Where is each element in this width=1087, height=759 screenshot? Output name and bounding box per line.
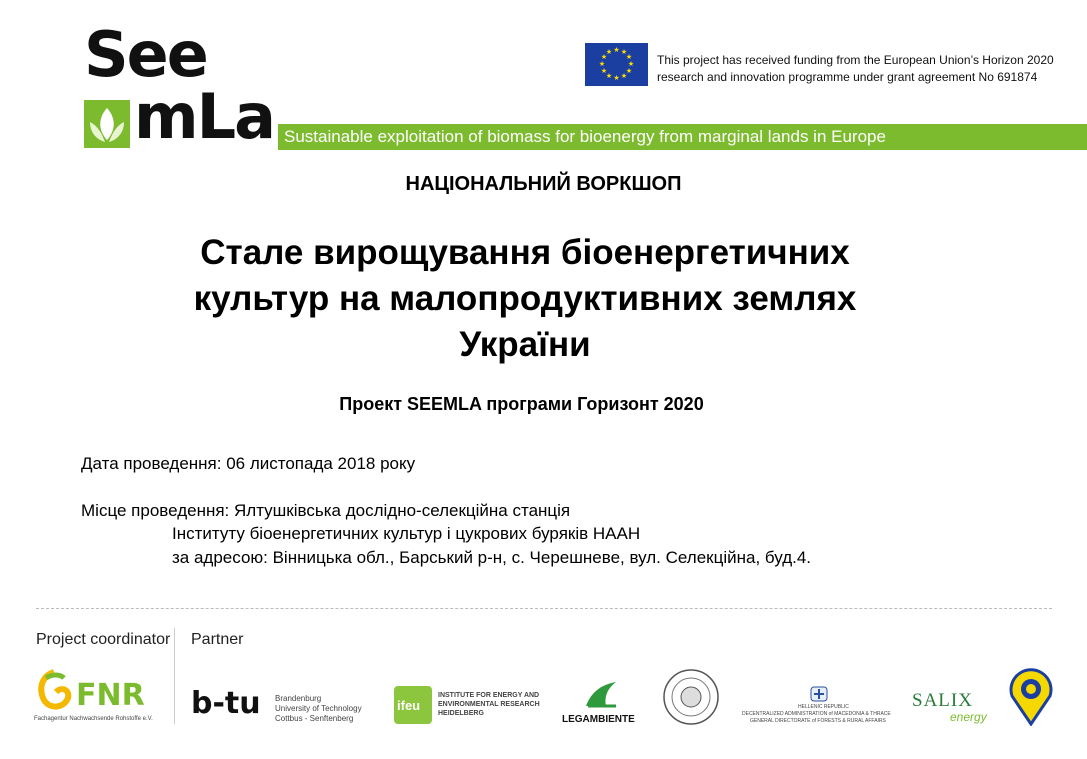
fnr-swirl-icon [34,668,74,712]
legambiente-swan-icon [582,676,620,712]
svg-text:★: ★ [605,72,613,80]
btu-line-3: Cottbus - Senftenberg [275,714,354,723]
svg-text:★: ★ [613,74,620,82]
hellenic-line-3: GENERAL DIRECTORATE of FORESTS & RURAL AFFAIRS [750,718,886,724]
salix-subtitle: energy [950,710,987,724]
event-subtitle: Проект SEEMLA програми Горизонт 2020 [339,394,704,414]
svg-text:★: ★ [620,48,628,56]
btu-logo [191,686,381,730]
svg-text:★: ★ [625,53,633,61]
salix-name: SALIX [912,690,973,711]
leaf-icon [84,100,130,148]
fnr-subtitle: Fachagentur Nachwachsende Rohstoffe e.V. [34,716,153,722]
svg-text:★: ★ [598,60,606,68]
btu-line-1: Brandenburg [275,694,322,703]
workshop-type: НАЦІОНАЛЬНИЙ ВОРКШОП [405,173,682,195]
tagline-band: Sustainable exploitation of biomass for bioenergy from marginal lands in Europe [278,124,1087,150]
eu-flag-icon [585,43,648,86]
eu-funding-line-1: This project has received funding from the European Union’s Horizon 2020 [657,53,1054,67]
hellenic-line-1: HELLENIC REPUBLIC [798,704,849,710]
coordinator-label: Project coordinator [36,631,171,648]
fnr-logo [34,668,154,728]
partner-emblem-icon [1008,668,1054,726]
footer-separator [174,628,175,724]
event-title [110,230,940,368]
salix-logo [912,690,996,726]
ifeu-line-1: INSTITUTE FOR ENERGY AND [438,692,540,699]
ifeu-badge [394,686,432,724]
hellenic-logo [742,686,900,726]
ifeu-line-3: HEIDELBERG [438,710,484,717]
venue-line-2: Інституту біоенергетичних культур і цукрових буряків НААН [172,524,641,543]
btu-line-2: University of Technology [275,704,362,713]
title-line-3: України [459,325,591,364]
logo-line-2: mLa [134,80,274,153]
university-seal-icon [662,668,720,726]
title-line-1: Стале вирощування біоенергетичних [200,233,850,272]
svg-text:★: ★ [605,48,613,56]
svg-text:★: ★ [627,60,635,68]
venue-line-1: Місце проведення: Ялтушківська дослідно-селекційна станція [81,501,571,520]
title-line-2: культур на малопродуктивних землях [193,279,857,318]
svg-text:★: ★ [625,67,633,75]
venue-line-3: за адресою: Вінницька обл., Барський р-н, с. Черешневе, вул. Селекційна, буд.4. [172,548,812,567]
svg-text:★: ★ [600,53,608,61]
fnr-name: FNR [76,678,145,713]
ifeu-name: ifeu [397,698,421,713]
seemla-logo [82,18,274,154]
footer-divider [36,608,1052,609]
ifeu-line-2: ENVIRONMENTAL RESEARCH [438,701,540,708]
ifeu-logo [394,686,554,726]
hellenic-line-2: DECENTRALIZED ADMINISTRATION of MACEDONIA & THRACE [742,711,891,717]
event-date: Дата проведення: 06 листопада 2018 року [81,454,416,473]
partner-label: Partner [191,631,244,648]
eu-funding-line-2: research and innovation programme under grant agreement No 691874 [657,70,1038,84]
svg-text:★: ★ [613,46,620,54]
svg-text:★: ★ [600,67,608,75]
greek-emblem-icon [808,686,830,702]
legambiente-logo [560,676,645,728]
legambiente-name: LEGAMBIENTE [562,714,635,725]
svg-text:★: ★ [620,72,628,80]
eu-funding-text [657,52,1054,86]
btu-name: b-tu [191,686,261,721]
logo-line-1: See [84,18,207,91]
